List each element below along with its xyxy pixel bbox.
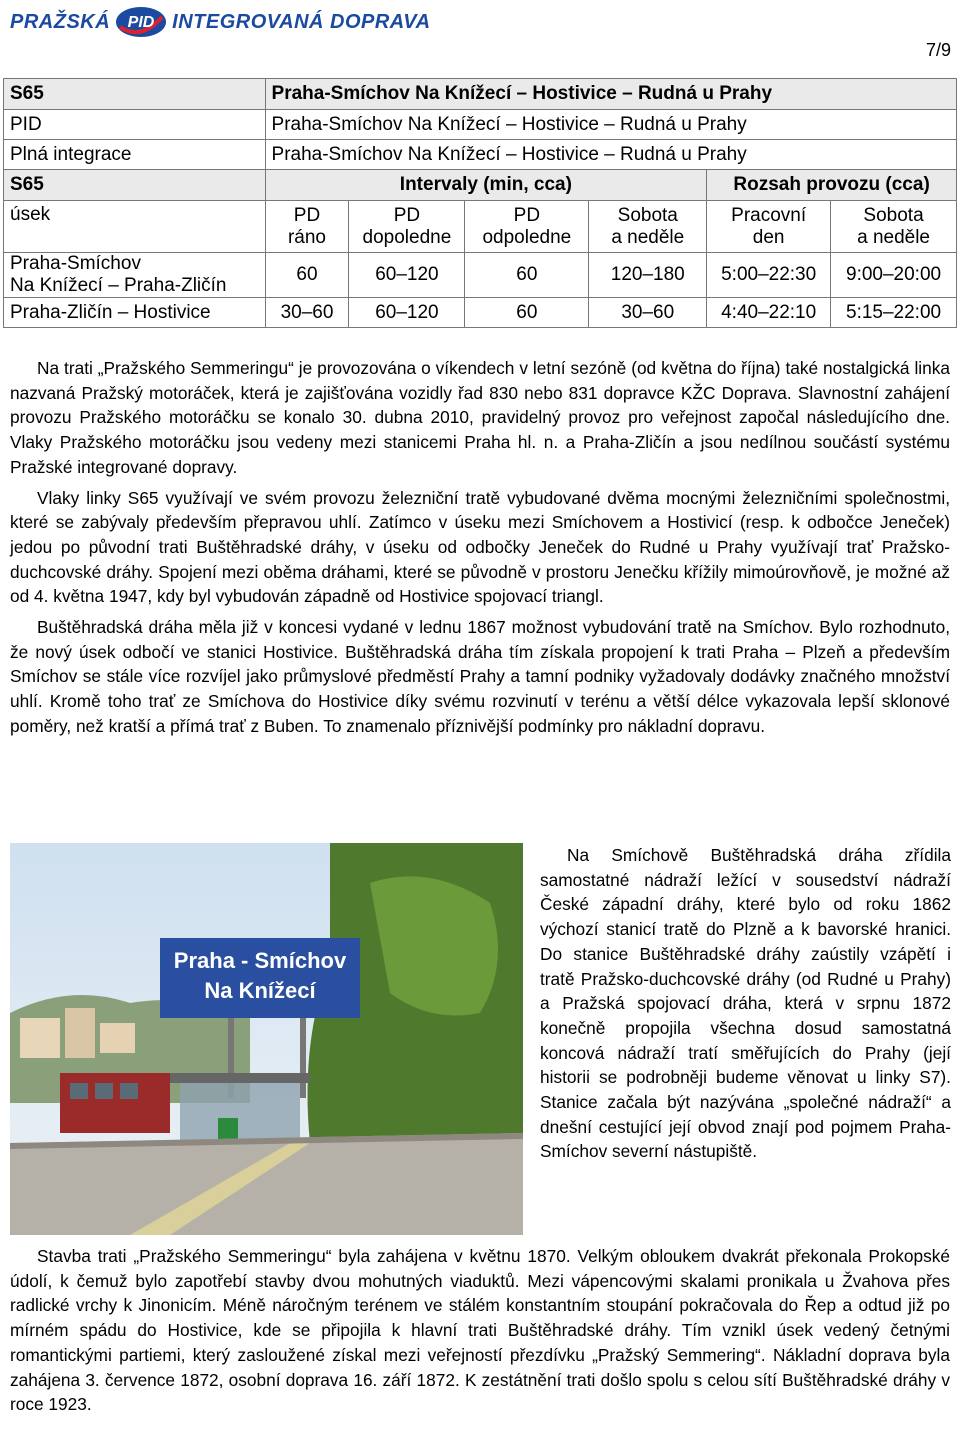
logo-text-left: PRAŽSKÁ [10, 10, 111, 33]
col-header-saturday: Sobota a neděle [831, 201, 957, 253]
logo-text-right: INTEGROVANÁ DOPRAVA [172, 10, 431, 33]
cell-workday: 5:00–22:30 [707, 253, 831, 298]
station-photo [10, 843, 523, 1235]
col-header-weekend: Sobota a neděle [589, 201, 707, 253]
photo-sign-text-1: Praha - Smíchov [173, 948, 347, 973]
article-text [10, 356, 950, 739]
route-name: Praha-Smíchov Na Knížecí – Hostivice – Rudná u Prahy [265, 79, 956, 110]
pid-logo [10, 4, 431, 40]
paragraph: Buštěhradská dráha měla již v koncesi vydané v lednu 1867 možnost vybudování tratě na Smíchov. Bylo rozhodnuto, že nový úsek odbočí ve stanici Hostivice. Buštěhradská dráha tím získala propojení k trati Praha – Plzeň a především Smíchov se stále více rozvíjel jako průmyslové předměstí Prahy a tamní podniky vyžadovaly dodávky značného množství uhlí. Kromě toho trať ze Smíchova do Hostivice díky svému rozvinutí v terénu a větší délce vykazovala lepší sklonové poměry, než kratší a přímá trať z Buben. To znamenalo příznivější podmínky pro nákladní dopravu. [10, 617, 950, 736]
line-code: S65 [4, 79, 266, 110]
paragraph: Vlaky linky S65 využívají ve svém provozu železniční tratě vybudované dvěma mocnými železničními společnostmi, které se zabývaly především přepravou uhlí. Zatímco v úseku mezi Smíchovem a Hostivicí (resp. k odbočce Jeneček) jedou po původní trati Buštěhradské dráhy, v úseku od odbočky Jeneček do Rudné u Prahy využívají trať Pražsko-duchcovské dráhy. Spojení mezi oběma dráhami, které se původně v prostoru Jenečku křížily mimoúrovňově, je možné až od 4. května 1947, kdy byl vybudován západně od Hostivice spojovací triangl. [10, 487, 950, 607]
cell-weekend: 30–60 [589, 298, 707, 328]
cell-am: 60–120 [349, 253, 465, 298]
table-row [4, 140, 957, 170]
pid-badge-icon [114, 5, 168, 39]
cell-morning: 30–60 [265, 298, 349, 328]
range-header: Rozsah provozu (cca) [707, 170, 957, 201]
cell-weekend: 120–180 [589, 253, 707, 298]
col-header-am: PD dopoledne [349, 201, 465, 253]
cell-saturday: 5:15–22:00 [831, 298, 957, 328]
side-text [540, 843, 951, 1164]
cell-am: 60–120 [349, 298, 465, 328]
cell-pm: 60 [465, 298, 589, 328]
col-header-morning: PD ráno [265, 201, 349, 253]
cell-pm: 60 [465, 253, 589, 298]
line-code: S65 [4, 170, 266, 201]
table-row [4, 298, 957, 328]
table-row [4, 110, 957, 140]
row-label: PID [4, 110, 266, 140]
logo-badge-text: PID [127, 14, 155, 31]
cell-workday: 4:40–22:10 [707, 298, 831, 328]
intervals-header: Intervaly (min, cca) [265, 170, 707, 201]
col-header-pm: PD odpoledne [465, 201, 589, 253]
row-label: Plná integrace [4, 140, 266, 170]
paragraph: Na Smíchově Buštěhradská dráha zřídila samostatné nádraží ležící v sousedství nádraží České západní dráhy, které bylo od roku 1862 výchozí stanicí tratě do Plzně a k bavorské hranici. Do stanice Buštěhradské dráhy zaústily vzápětí i tratě Pražsko-duchcovské dráhy (od Rudné u Prahy) a Pražská spojovací dráha, která v srpnu 1872 konečně propojila všechna dosud samostatná koncová nádraží tratí směřujících do Prahy (její historii se podrobněji budeme věnovat u linky S7). Stanice začala být nazývána „společné nádraží“ a dnešní cestující její obvod znají pod pojmem Praha-Smíchov severní nástupiště. [540, 845, 951, 1162]
paragraph: Na trati „Pražského Semmeringu“ je provozována o víkendech v letní sezóně (od května do října) také nostalgická linka nazvaná Pražský motoráček, která je zajišťována vozidly řad 830 nebo 831 dopravce KŽC Doprava. Slavnostní zahájení provozu Pražského motoráčku se konalo 30. dubna 2010, pravidelný provoz pro veřejnost započal následujícího dne. Vlaky Pražského motoráčku jsou vedeny mezi stanicemi Praha hl. n. a Praha-Zličín a jsou nedílnou součástí systému Pražské integrované dopravy. [10, 358, 950, 477]
col-header-workday: Pracovní den [707, 201, 831, 253]
cell-morning: 60 [265, 253, 349, 298]
cell-saturday: 9:00–20:00 [831, 253, 957, 298]
route-name: Praha-Smíchov Na Knížecí – Hostivice – Rudná u Prahy [265, 140, 956, 170]
article-text-bottom [10, 1244, 950, 1417]
table-row [4, 170, 957, 201]
paragraph: Stavba trati „Pražského Semmeringu“ byla zahájena v květnu 1870. Velkým obloukem dvakrát překonala Prokopské údolí, k čemuž bylo zapotřebí stavby dvou mohutných viaduktů. Mezi vápencovými skalami pronikala u Žvahova přes radlické vrchy k Jinonicím. Méně náročným terénem ve stálém konstantním stoupání pokračovala do Řep a odtud již po mírném spádu do Hostivice, kde se připojila k hlavní trati Buštěhradské dráhy. Tím vznikl úsek vedený četnými romantickými partiemi, který zasloužené získal mezi veřejností přezdívku „Pražský Semmering“. Nákladní doprava byla zahájena 3. července 1872, osobní doprava 16. září 1872. K zestátnění trati došlo spolu s celou sítí Buštěhradské dráhy v roce 1923. [10, 1246, 950, 1415]
line-info-table [3, 78, 957, 328]
section-cell: Praha-Smíchov Na Knížecí – Praha-Zličín [4, 253, 266, 298]
table-row [4, 253, 957, 298]
photo-sign-text-2: Na Knížecí [204, 978, 316, 1003]
section-cell: Praha-Zličín – Hostivice [4, 298, 266, 328]
table-row [4, 79, 957, 110]
route-name: Praha-Smíchov Na Knížecí – Hostivice – Rudná u Prahy [265, 110, 956, 140]
col-header-section: úsek [4, 201, 266, 253]
table-header-row [4, 201, 957, 253]
page-number: 7/9 [925, 40, 951, 60]
station-photo-image [10, 843, 523, 1235]
